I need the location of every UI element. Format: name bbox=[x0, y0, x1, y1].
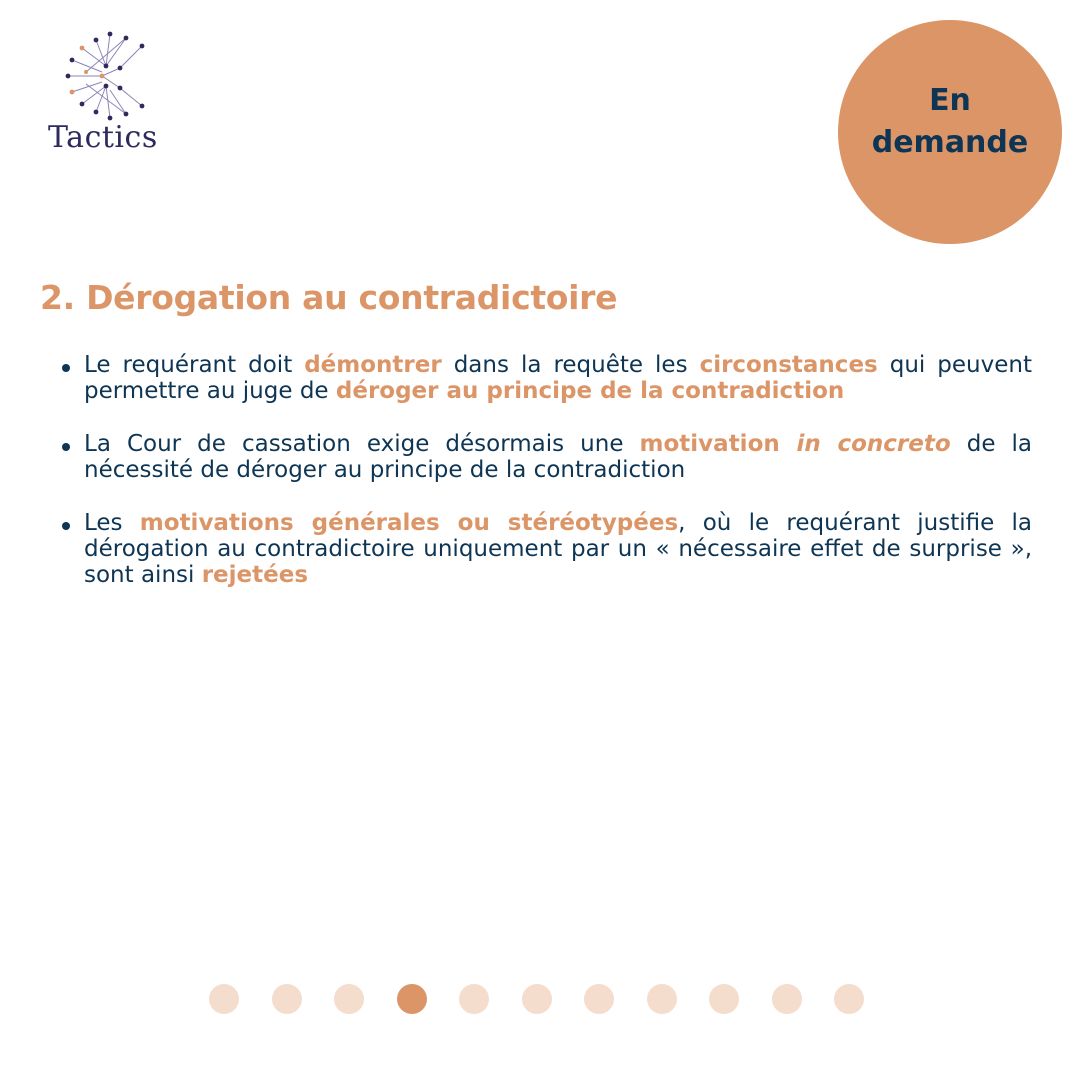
status-badge bbox=[838, 20, 1062, 244]
page-dot[interactable] bbox=[272, 984, 302, 1014]
bullet-text: La Cour de cassation exige désormais une bbox=[84, 431, 640, 457]
bullet-text: Les bbox=[84, 510, 140, 536]
bullet-item bbox=[62, 352, 1032, 404]
highlight-text: rejetées bbox=[201, 562, 309, 588]
page-dot[interactable] bbox=[709, 984, 739, 1014]
page-dot[interactable] bbox=[522, 984, 552, 1014]
highlight-text: démontrer bbox=[304, 352, 442, 378]
bullet-item bbox=[62, 431, 1032, 483]
highlight-italic-text: in concreto bbox=[796, 431, 951, 457]
highlight-text: motivations générales ou stéréotypées bbox=[139, 510, 679, 536]
bullet-text: dans la requête les bbox=[441, 352, 700, 378]
bullet-text: , où le requérant justifie la dérogation au contradictoire uniquement par un « nécessaire effet de surprise », sont ainsi bbox=[84, 510, 1032, 588]
page-dot[interactable] bbox=[459, 984, 489, 1014]
badge-line-1: En bbox=[929, 83, 971, 118]
page-dot[interactable] bbox=[334, 984, 364, 1014]
brand-logo bbox=[44, 28, 174, 158]
highlight-text: motivation bbox=[639, 431, 797, 457]
page-dot-active[interactable] bbox=[397, 984, 427, 1014]
section-title: 2. Dérogation au contradictoire bbox=[40, 278, 618, 317]
page-dot[interactable] bbox=[647, 984, 677, 1014]
bullet-list bbox=[62, 352, 1032, 615]
logo-wordmark: Tactics bbox=[48, 120, 158, 155]
pagination-dots bbox=[209, 984, 864, 1014]
highlight-text: circonstances bbox=[699, 352, 878, 378]
network-constellation-icon bbox=[62, 28, 152, 124]
bullet-item bbox=[62, 510, 1032, 588]
badge-line-2: demande bbox=[871, 125, 1029, 160]
page-dot[interactable] bbox=[584, 984, 614, 1014]
page-dot[interactable] bbox=[834, 984, 864, 1014]
page-dot[interactable] bbox=[772, 984, 802, 1014]
page-dot[interactable] bbox=[209, 984, 239, 1014]
bullet-dot-icon bbox=[62, 443, 70, 451]
highlight-text: déroger au principe de la contradiction bbox=[335, 378, 845, 404]
badge-label bbox=[860, 80, 1040, 164]
bullet-dot-icon bbox=[62, 364, 70, 372]
bullet-text: qui peuvent permettre au juge de bbox=[84, 352, 1032, 404]
bullet-text: Le requérant doit bbox=[84, 352, 305, 378]
bullet-dot-icon bbox=[62, 522, 70, 530]
bullet-text: de la nécessité de déroger au principe de la contradiction bbox=[84, 431, 1032, 483]
